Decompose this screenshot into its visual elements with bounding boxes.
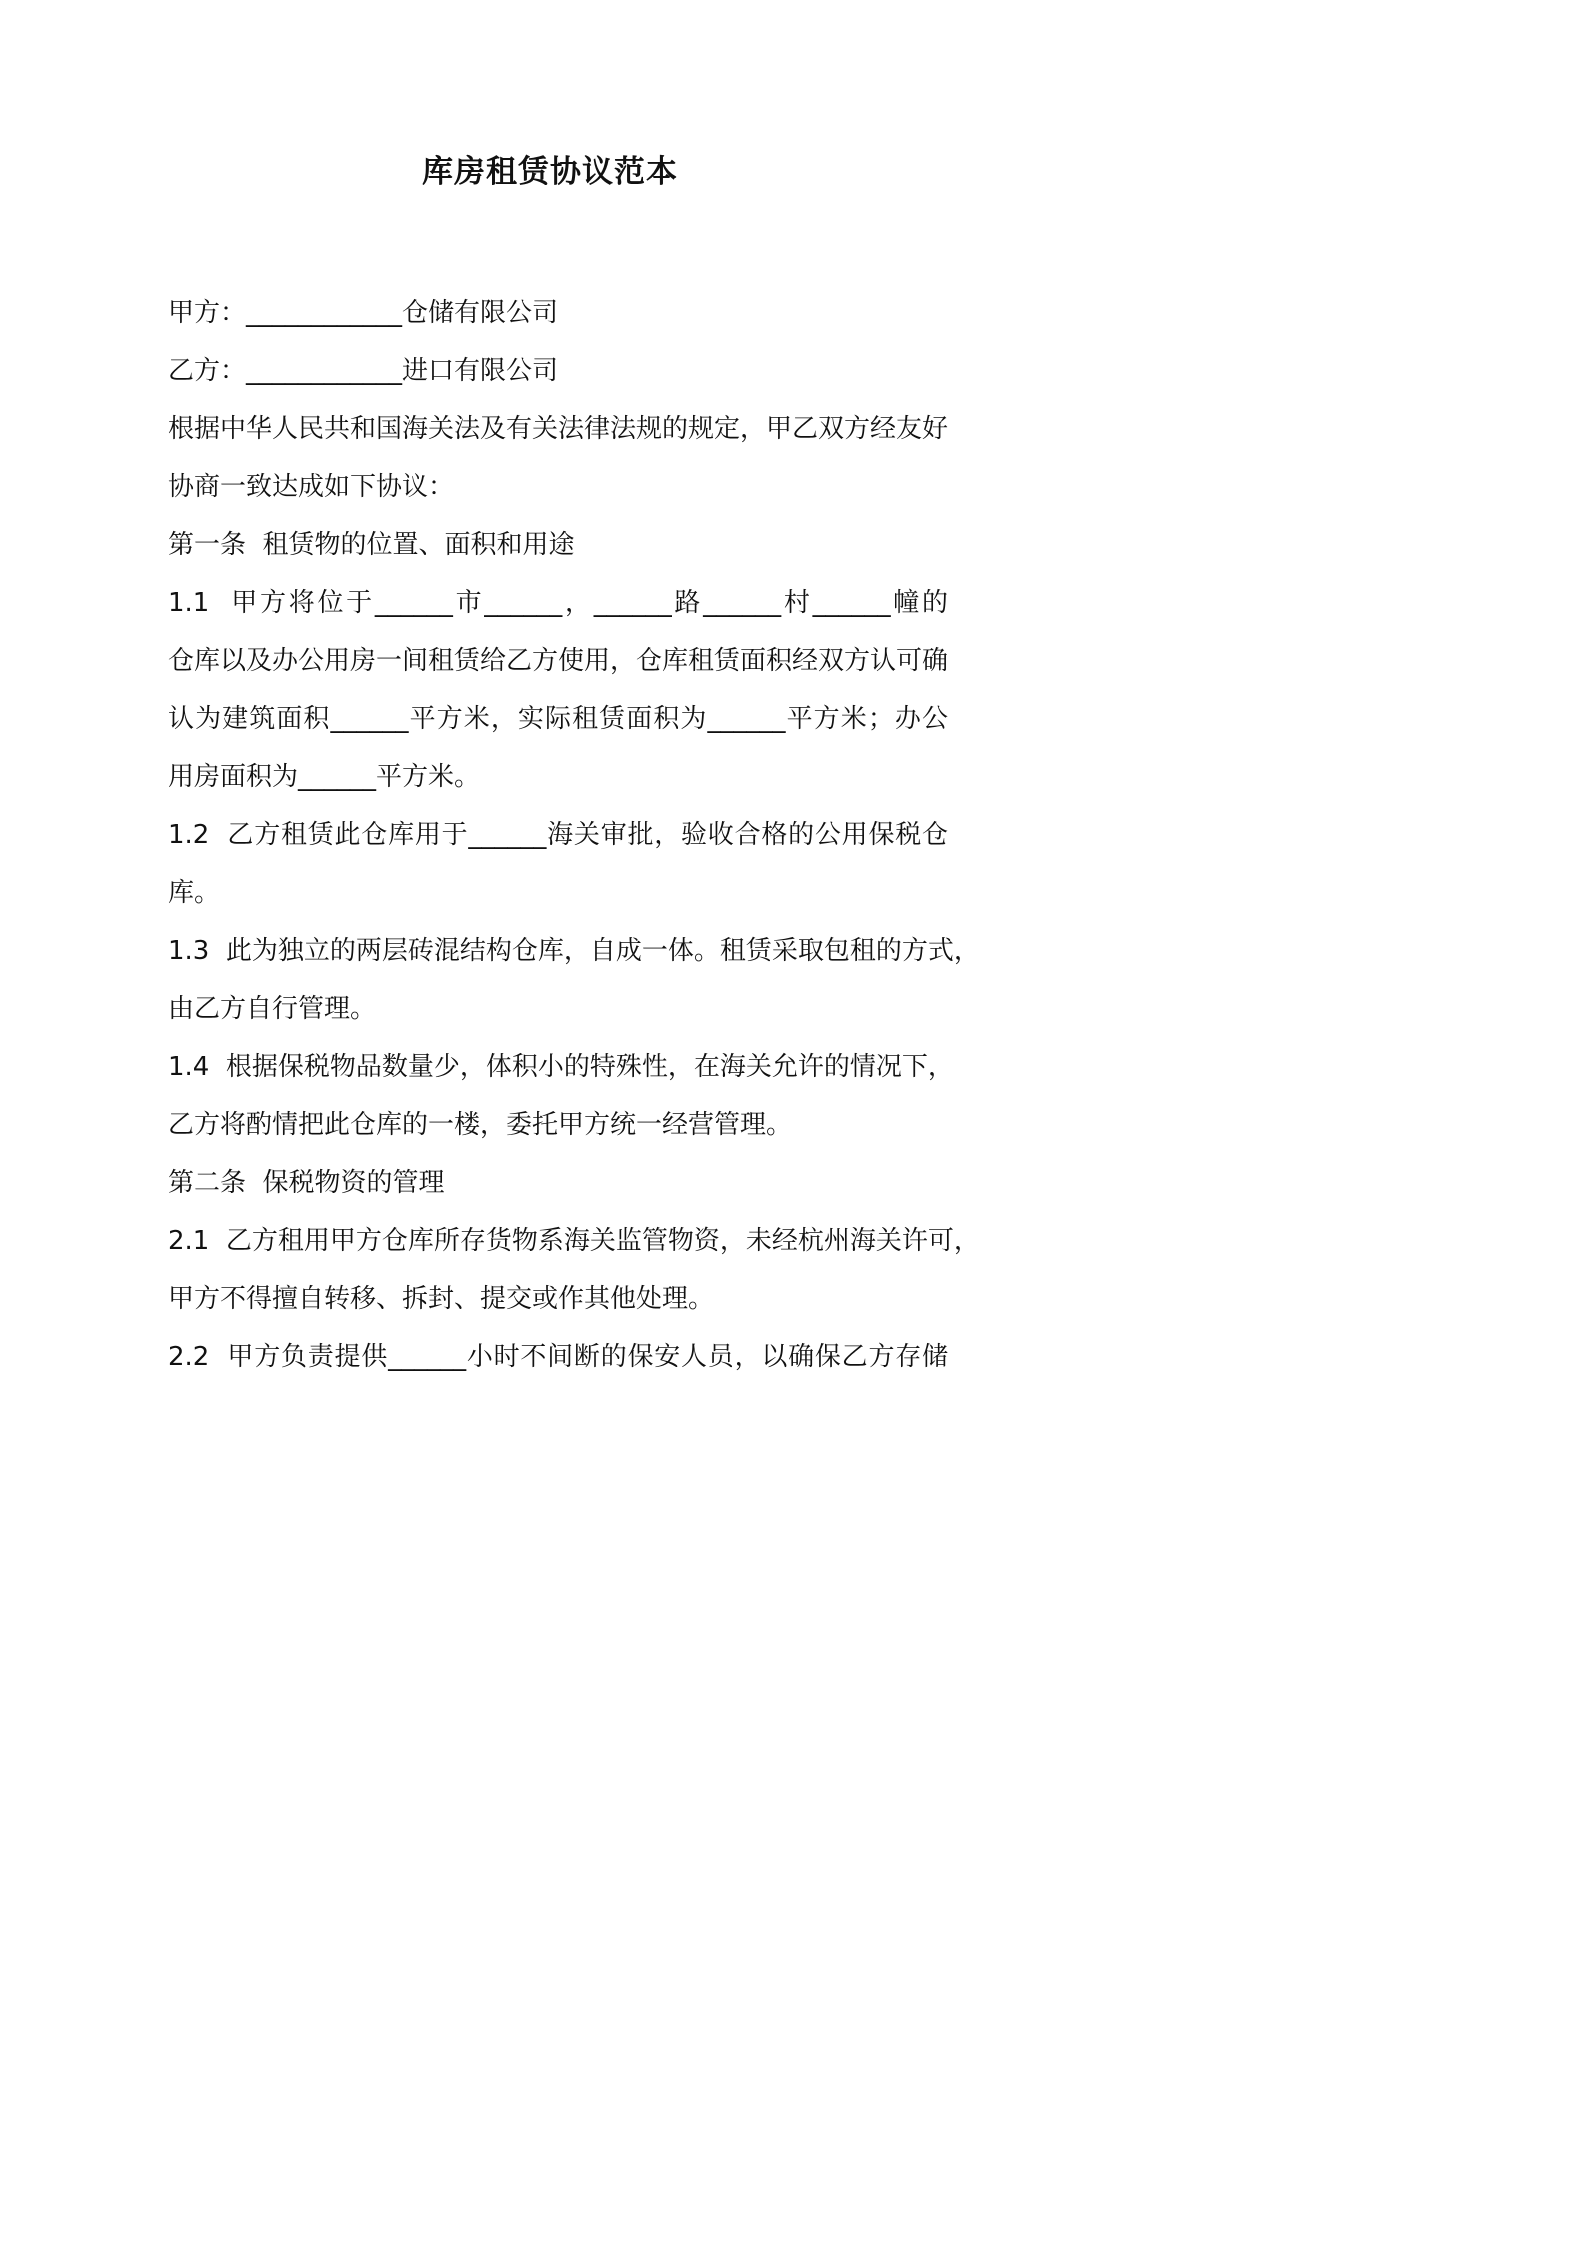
clause-1-2-line-2: 库。	[168, 878, 221, 908]
clause-1-1-line-1: 1.1 甲方将位于______市______，______路______村______幢的	[168, 588, 948, 618]
clause-1-2-line-1: 1.2 乙方租赁此仓库用于______海关审批，验收合格的公用保税仓	[168, 820, 948, 850]
document-body	[168, 284, 980, 1386]
clause-1-4-line-1: 1.4 根据保税物品数量少，体积小的特殊性，在海关允许的情况下，	[168, 1052, 954, 1082]
preamble-line-2: 协商一致达成如下协议：	[168, 472, 455, 502]
clause-2-2-line-1: 2.2 甲方负责提供______小时不间断的保安人员，以确保乙方存储	[168, 1342, 948, 1372]
document-page	[0, 0, 1100, 1556]
document-title: 库房租赁协议范本	[422, 154, 678, 190]
party-a-line: 甲方：____________仓储有限公司	[168, 298, 559, 328]
party-b-line: 乙方：____________进口有限公司	[168, 356, 559, 386]
clause-1-1-line-2: 仓库以及办公用房一间租赁给乙方使用，仓库租赁面积经双方认可确	[168, 646, 949, 676]
article-2-heading: 第二条 保税物资的管理	[168, 1168, 445, 1198]
clause-1-4-line-2: 乙方将酌情把此仓库的一楼，委托甲方统一经营管理。	[168, 1110, 793, 1140]
article-1-heading: 第一条 租赁物的位置、面积和用途	[168, 530, 575, 560]
clause-1-3-line-1: 1.3 此为独立的两层砖混结构仓库，自成一体。租赁采取包租的方式，	[168, 936, 980, 966]
clause-2-1-line-2: 甲方不得擅自转移、拆封、提交或作其他处理。	[168, 1284, 715, 1314]
clause-1-1-line-3: 认为建筑面积______平方米，实际租赁面积为______平方米；办公	[168, 704, 948, 734]
clause-1-1-line-4: 用房面积为______平方米。	[168, 762, 481, 792]
preamble-line-1: 根据中华人民共和国海关法及有关法律法规的规定，甲乙双方经友好	[168, 414, 949, 444]
clause-2-1-line-1: 2.1 乙方租用甲方仓库所存货物系海关监管物资，未经杭州海关许可，	[168, 1226, 980, 1256]
clause-1-3-line-2: 由乙方自行管理。	[168, 994, 377, 1024]
